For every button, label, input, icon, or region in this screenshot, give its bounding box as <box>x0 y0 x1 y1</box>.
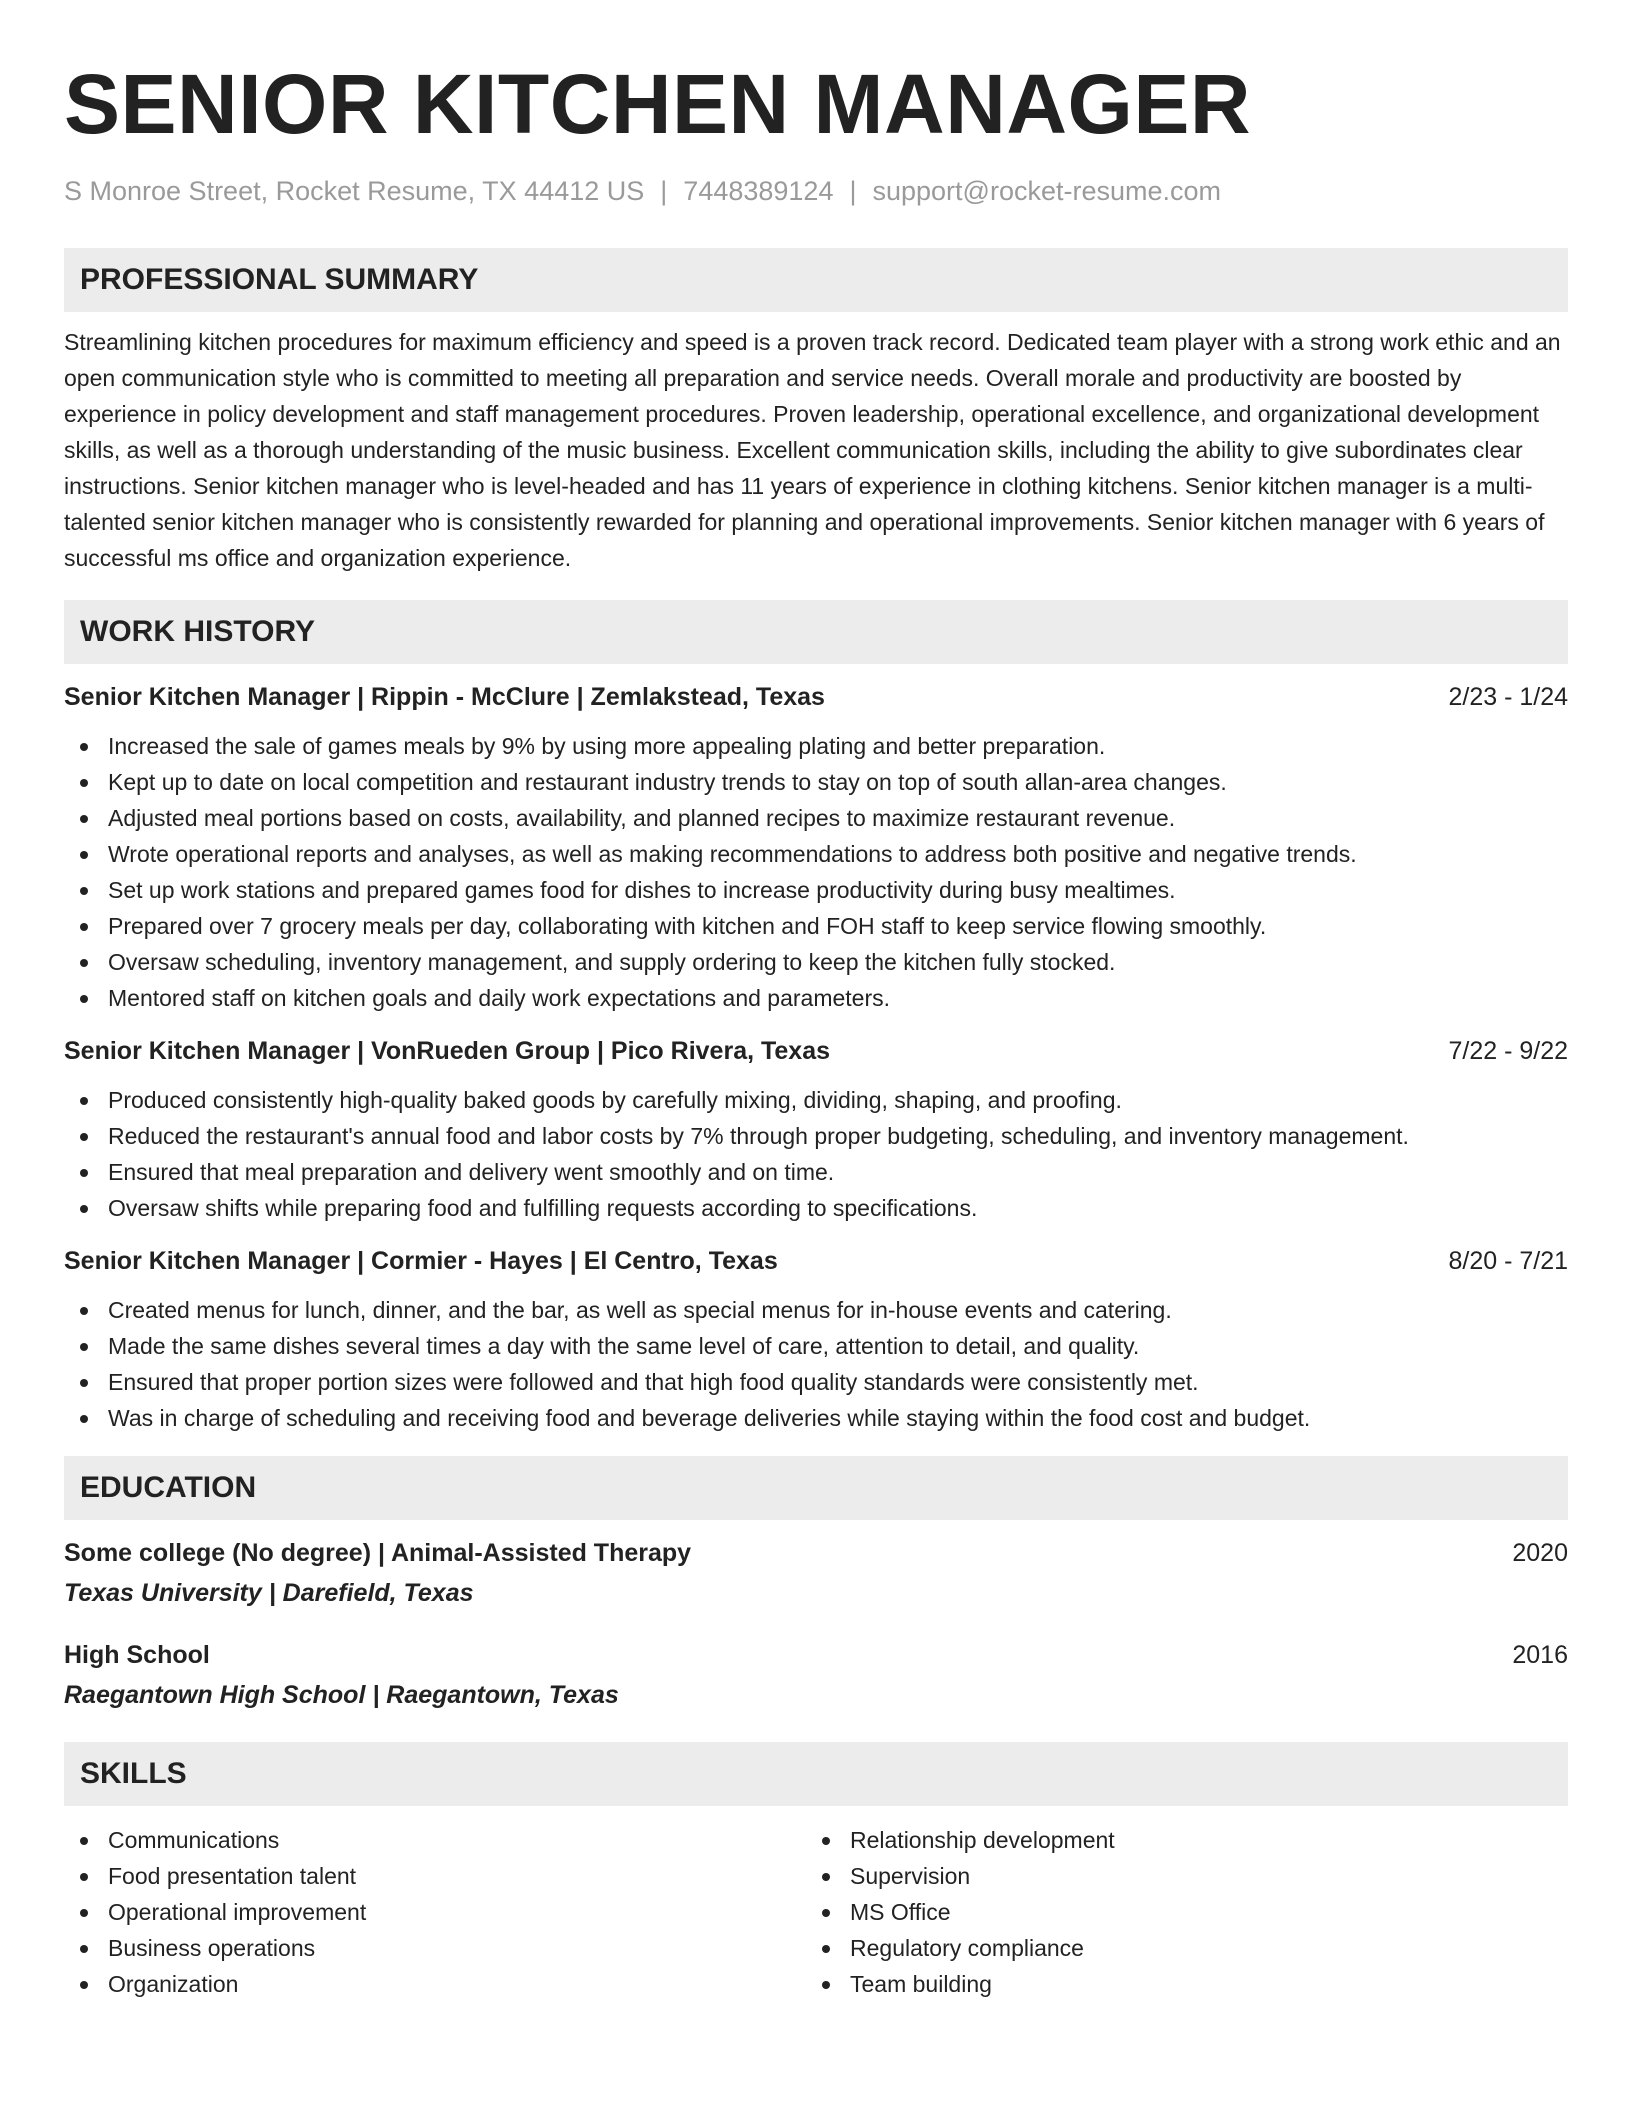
job-bullet: Adjusted meal portions based on costs, availability, and planned recipes to maximize restaurant revenue. <box>64 800 1568 836</box>
job-entry <box>64 1244 1568 1436</box>
job-bullet: Wrote operational reports and analyses, as well as making recommendations to address both positive and negative trends. <box>64 836 1568 872</box>
job-bullet: Ensured that proper portion sizes were followed and that high food quality standards were consistently met. <box>64 1364 1568 1400</box>
section-header-summary: PROFESSIONAL SUMMARY <box>64 248 1568 312</box>
job-bullet: Oversaw scheduling, inventory management, and supply ordering to keep the kitchen fully stocked. <box>64 944 1568 980</box>
job-bullet: Mentored staff on kitchen goals and daily work expectations and parameters. <box>64 980 1568 1016</box>
job-bullet: Increased the sale of games meals by 9% by using more appealing plating and better preparation. <box>64 728 1568 764</box>
section-header-work-history: WORK HISTORY <box>64 600 1568 664</box>
skill-item: Food presentation talent <box>64 1858 806 1894</box>
job-dates: 8/20 - 7/21 <box>1448 1247 1568 1275</box>
education-entry <box>64 1536 1568 1610</box>
job-bullets <box>64 1292 1568 1436</box>
education-school: Texas University | Darefield, Texas <box>64 1579 474 1607</box>
education-school: Raegantown High School | Raegantown, Texas <box>64 1681 619 1709</box>
job-title: Senior Kitchen Manager | Rippin - McClure | Zemlakstead, Texas <box>64 683 825 711</box>
skill-item: Organization <box>64 1966 806 2002</box>
resume-page <box>64 0 1568 2002</box>
job-bullet: Kept up to date on local competition and restaurant industry trends to stay on top of south allan-area changes. <box>64 764 1568 800</box>
section-header-education: EDUCATION <box>64 1456 1568 1520</box>
job-bullets <box>64 1082 1568 1226</box>
skill-item: Business operations <box>64 1930 806 1966</box>
contact-line <box>64 174 1568 208</box>
skills-list-left <box>64 1822 806 2002</box>
contact-address: S Monroe Street, Rocket Resume, TX 44412 US <box>64 176 645 206</box>
education-header <box>64 1536 1568 1570</box>
job-bullet: Made the same dishes several times a day with the same level of care, attention to detail, and quality. <box>64 1328 1568 1364</box>
education-header <box>64 1638 1568 1672</box>
section-header-skills: SKILLS <box>64 1742 1568 1806</box>
contact-separator: | <box>849 176 857 206</box>
skills-list-right <box>806 1822 1548 2002</box>
education-title: High School <box>64 1641 210 1669</box>
skill-item: Communications <box>64 1822 806 1858</box>
job-entry <box>64 1034 1568 1226</box>
skill-item: Supervision <box>806 1858 1548 1894</box>
education-year: 2016 <box>1512 1641 1568 1669</box>
job-bullet: Ensured that meal preparation and delivery went smoothly and on time. <box>64 1154 1568 1190</box>
job-header <box>64 1034 1568 1068</box>
contact-phone: 7448389124 <box>683 176 834 206</box>
job-dates: 7/22 - 9/22 <box>1448 1037 1568 1065</box>
job-bullet: Oversaw shifts while preparing food and fulfilling requests according to specifications. <box>64 1190 1568 1226</box>
job-title: Senior Kitchen Manager | Cormier - Hayes | El Centro, Texas <box>64 1247 778 1275</box>
contact-separator: | <box>660 176 668 206</box>
job-bullet: Was in charge of scheduling and receiving food and beverage deliveries while staying within the food cost and budget. <box>64 1400 1568 1436</box>
job-dates: 2/23 - 1/24 <box>1448 683 1568 711</box>
summary-text: Streamlining kitchen procedures for maximum efficiency and speed is a proven track record. Dedicated team player with a strong work ethic and an open communication style who is committed to meeting all preparation and service needs. Overall morale and productivity are boosted by experience in policy development and staff management procedures. Proven leadership, operational excellence, and organizational development skills, as well as a thorough understanding of the music business. Excellent communication skills, including the ability to give subordinates clear instructions. Senior kitchen manager who is level-headed and has 11 years of experience in clothing kitchens. Senior kitchen manager is a multi-talented senior kitchen manager who is consistently rewarded for planning and operational improvements. Senior kitchen manager with 6 years of successful ms office and organization experience. <box>64 329 1561 571</box>
education-year: 2020 <box>1512 1539 1568 1567</box>
contact-email: support@rocket-resume.com <box>872 176 1222 206</box>
job-header <box>64 680 1568 714</box>
skill-item: Relationship development <box>806 1822 1548 1858</box>
job-bullet: Set up work stations and prepared games food for dishes to increase productivity during busy mealtimes. <box>64 872 1568 908</box>
job-bullet: Created menus for lunch, dinner, and the bar, as well as special menus for in-house events and catering. <box>64 1292 1568 1328</box>
job-bullet: Produced consistently high-quality baked goods by carefully mixing, dividing, shaping, and proofing. <box>64 1082 1568 1118</box>
job-bullet: Prepared over 7 grocery meals per day, collaborating with kitchen and FOH staff to keep service flowing smoothly. <box>64 908 1568 944</box>
skill-item: MS Office <box>806 1894 1548 1930</box>
job-bullets <box>64 728 1568 1016</box>
skill-item: Operational improvement <box>64 1894 806 1930</box>
job-entry <box>64 680 1568 1016</box>
job-bullet: Reduced the restaurant's annual food and labor costs by 7% through proper budgeting, scheduling, and inventory management. <box>64 1118 1568 1154</box>
education-title: Some college (No degree) | Animal-Assisted Therapy <box>64 1539 692 1567</box>
skill-item: Regulatory compliance <box>806 1930 1548 1966</box>
job-header <box>64 1244 1568 1278</box>
skill-item: Team building <box>806 1966 1548 2002</box>
job-title: Senior Kitchen Manager | VonRueden Group | Pico Rivera, Texas <box>64 1037 831 1065</box>
skills-columns <box>64 1822 1568 2002</box>
education-entry <box>64 1638 1568 1712</box>
resume-name: SENIOR KITCHEN MANAGER <box>64 57 1252 151</box>
